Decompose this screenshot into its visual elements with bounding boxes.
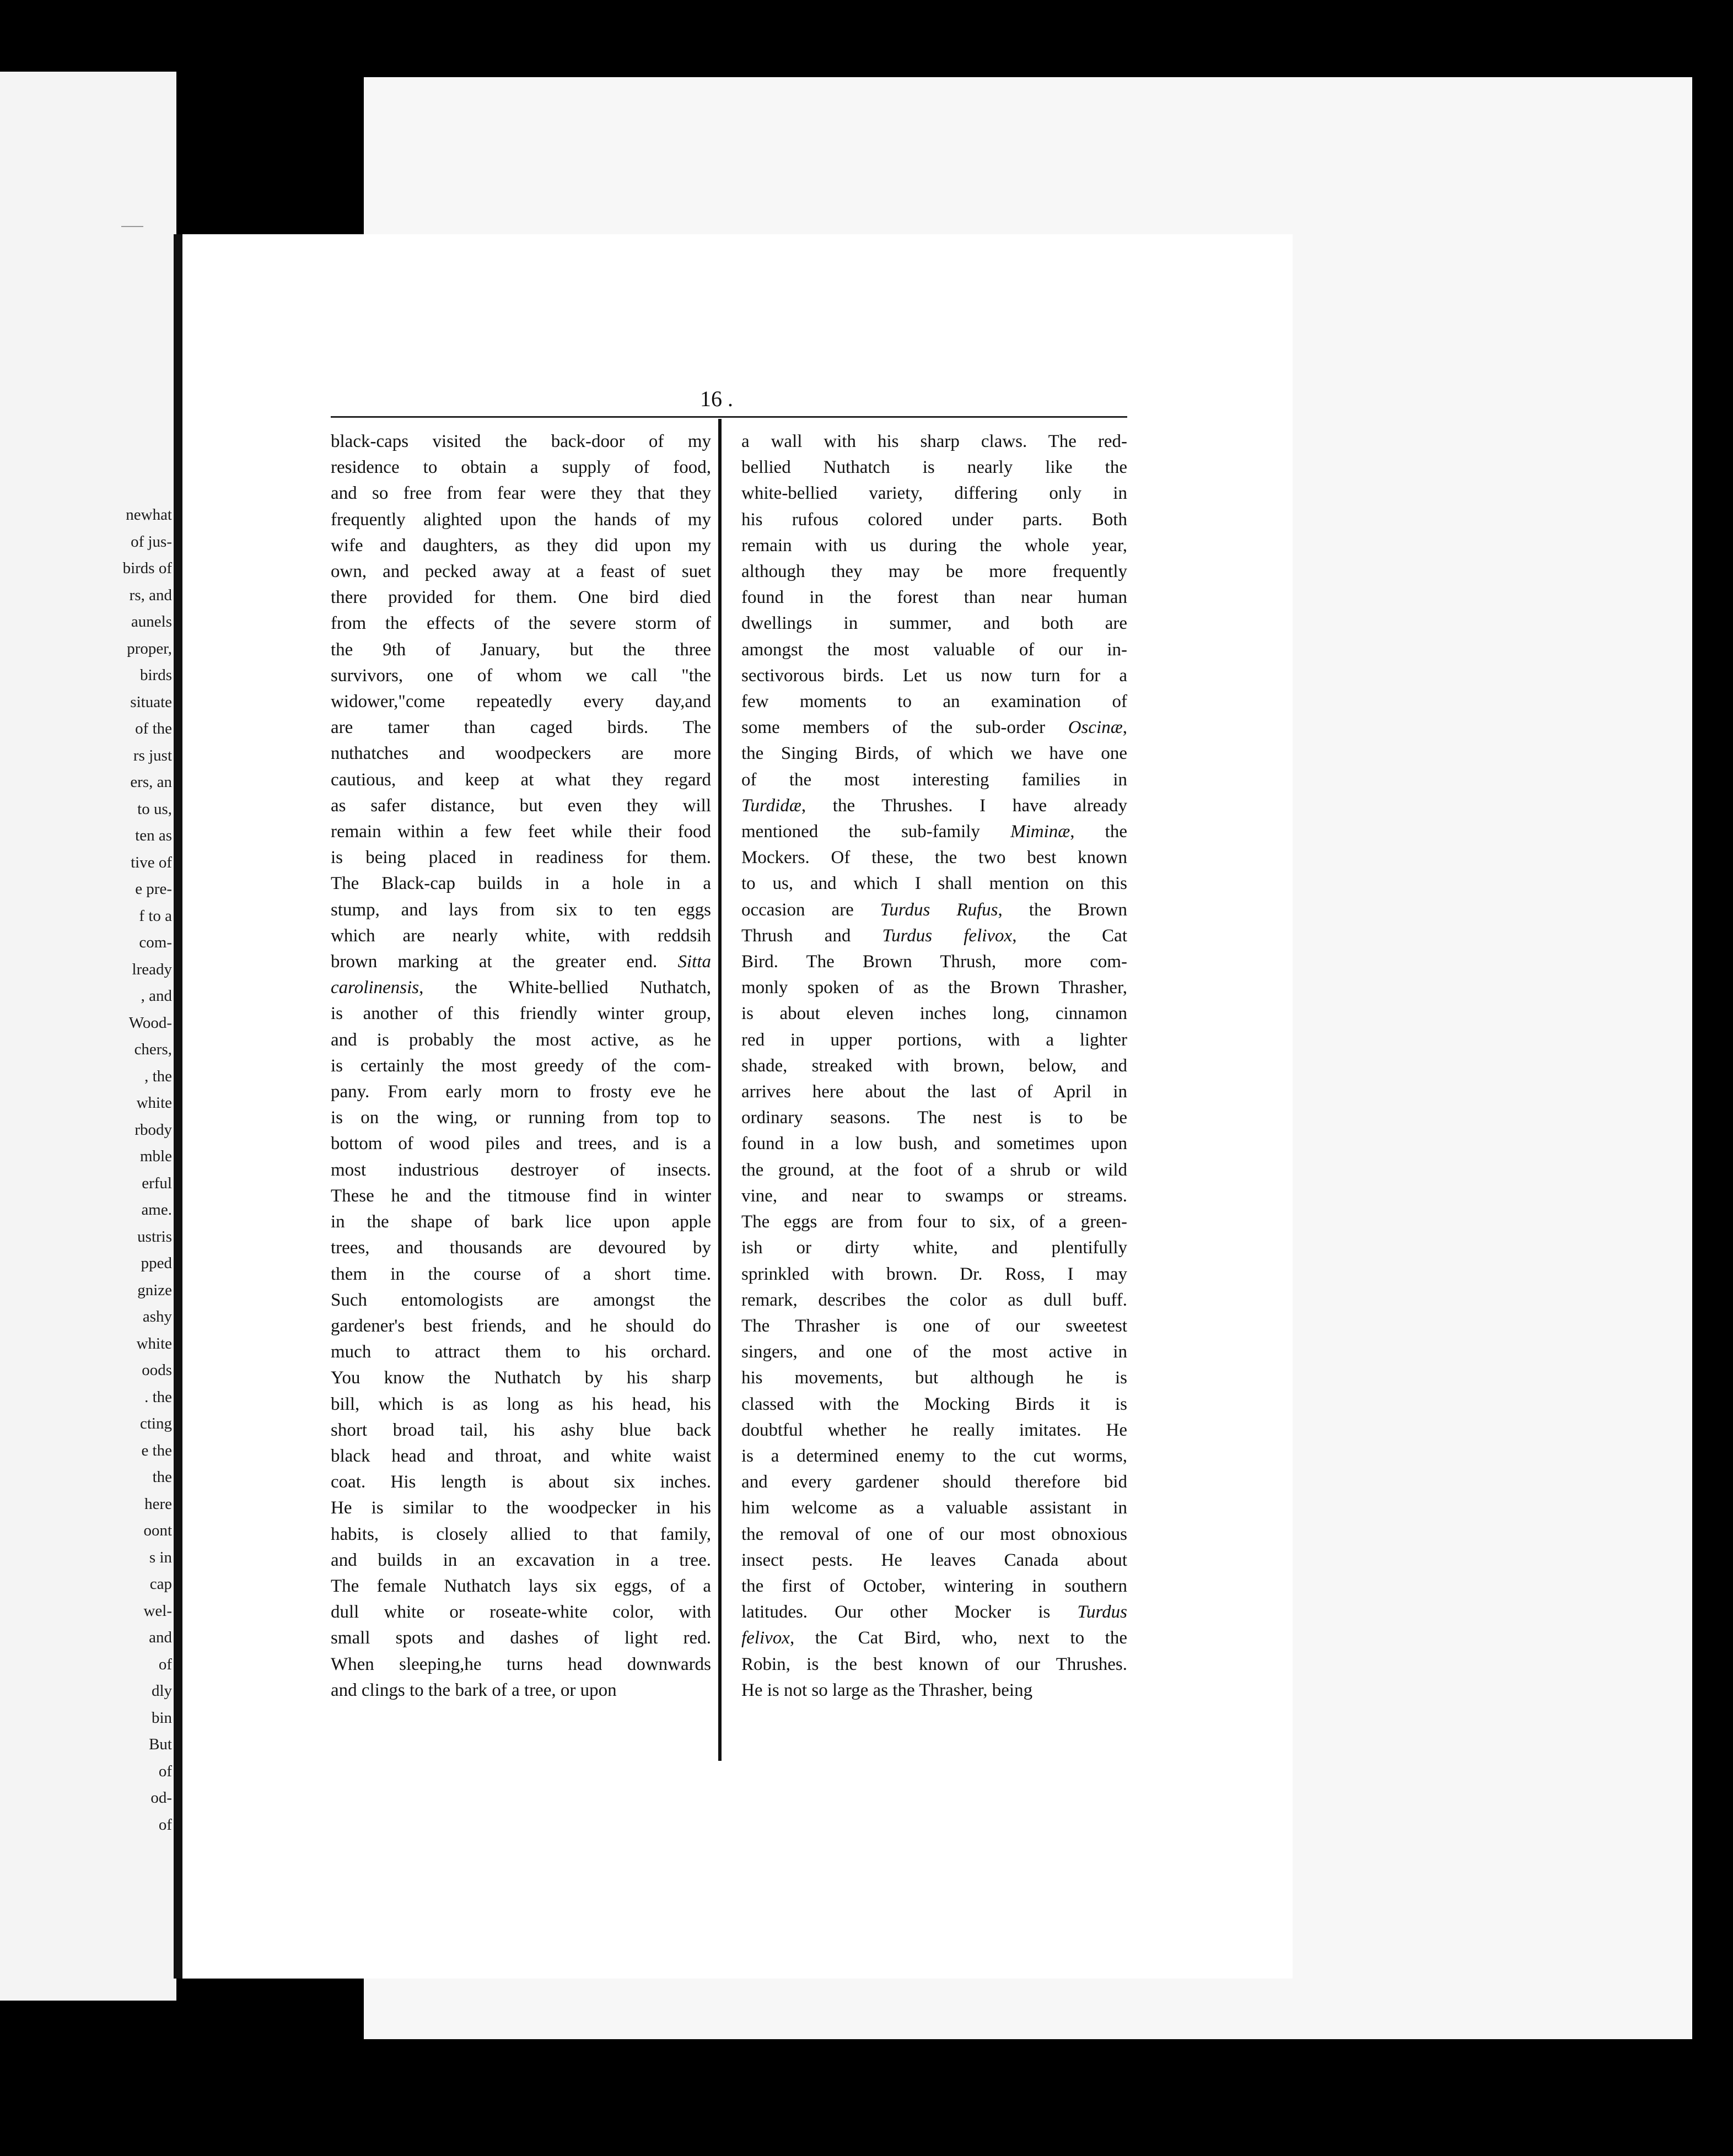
text-line: habits, is closely allied to that family,: [331, 1524, 711, 1544]
text-line: the ground, at the foot of a shrub or wild: [741, 1160, 1127, 1180]
fragment-line: ashy: [142, 1308, 172, 1325]
fragment-line: wel-: [143, 1602, 172, 1620]
text-line: The eggs are from four to six, of a green-: [741, 1212, 1127, 1232]
text-line: Such entomologists are amongst the: [331, 1290, 711, 1310]
fragment-line: white: [136, 1094, 172, 1112]
fragment-line: erful: [142, 1174, 172, 1192]
fragment-line: and: [149, 1629, 172, 1646]
left-page-text-fragments: [0, 502, 172, 1838]
fragment-line: od-: [150, 1789, 172, 1807]
text-line: which are nearly white, with reddsih: [331, 925, 711, 946]
text-line: is being placed in readiness for them.: [331, 848, 711, 868]
fragment-line: birds: [140, 666, 172, 684]
text-line: occasion are Turdus Rufus, the Brown: [741, 899, 1127, 920]
text-line: own, and pecked away at a feast of suet: [331, 562, 711, 582]
fragment-line: dly: [151, 1682, 172, 1700]
fragment-line: ustris: [137, 1227, 172, 1246]
text-line: the first of October, wintering in southern: [741, 1576, 1127, 1596]
page-number: 16 .: [700, 386, 733, 411]
text-line: most industrious destroyer of insects.: [331, 1160, 711, 1180]
text-line: remain within a few feet while their food: [331, 822, 711, 842]
fragment-line: aunels: [131, 613, 172, 630]
text-line: nuthatches and woodpeckers are more: [331, 743, 711, 764]
text-line: insect pests. He leaves Canada about: [741, 1550, 1127, 1570]
text-line: monly spoken of as the Brown Thrasher,: [741, 978, 1127, 998]
fragment-line: oods: [142, 1361, 172, 1379]
text-line: wife and daughters, as they did upon my: [331, 535, 711, 556]
fragment-line: ame.: [141, 1201, 172, 1219]
text-line: remain with us during the whole year,: [741, 535, 1127, 556]
fragment-line: oont: [143, 1522, 172, 1539]
text-line: He is not so large as the Thrasher, being: [741, 1680, 1033, 1700]
text-line: dwellings in summer, and both are: [741, 613, 1127, 634]
text-line: him welcome as a valuable assistant in: [741, 1498, 1127, 1518]
fragment-line: But: [149, 1735, 172, 1753]
text-line: ish or dirty white, and plentifully: [741, 1238, 1127, 1258]
text-line: The Black-cap builds in a hole in a: [331, 874, 711, 894]
text-line: cautious, and keep at what they regard: [331, 769, 711, 790]
text-line: few moments to an examination of: [741, 692, 1127, 712]
text-line: bottom of wood piles and trees, and is a: [331, 1134, 711, 1154]
text-line: remark, describes the color as dull buff.: [741, 1290, 1127, 1310]
fragment-line: . the: [144, 1388, 172, 1406]
fragment-line: cting: [140, 1415, 172, 1432]
text-line: Thrush and Turdus felivox, the Cat: [741, 925, 1127, 946]
fragment-line: tive of: [131, 853, 172, 871]
spine-mark: [121, 226, 143, 227]
text-line: is a determined enemy to the cut worms,: [741, 1446, 1127, 1466]
fragment-line: of the: [135, 720, 172, 737]
text-line: bill, which is as long as his head, his: [331, 1394, 711, 1414]
fragment-line: e the: [141, 1441, 172, 1459]
text-line: red in upper portions, with a lighter: [741, 1030, 1127, 1050]
text-line: bellied Nuthatch is nearly like the: [741, 457, 1127, 478]
text-line: You know the Nuthatch by his sharp: [331, 1368, 711, 1388]
text-line: sprinkled with brown. Dr. Ross, I may: [741, 1264, 1127, 1284]
fragment-line: , and: [141, 987, 172, 1005]
text-line: vine, and near to swamps or streams.: [741, 1185, 1127, 1206]
fragment-line: e pre-: [135, 880, 172, 898]
fragment-line: newhat: [126, 506, 172, 524]
text-line: gardener's best friends, and he should do: [331, 1316, 711, 1336]
fragment-line: ten as: [135, 827, 172, 844]
text-line: is certainly the most greedy of the com-: [331, 1055, 711, 1076]
fragment-line: s in: [149, 1548, 172, 1566]
fragment-line: chers,: [134, 1041, 172, 1058]
text-line: residence to obtain a supply of food,: [331, 457, 711, 478]
text-line: found in the forest than near human: [741, 587, 1127, 608]
fragment-line: com-: [139, 934, 172, 951]
fragment-line: ers, an: [130, 773, 172, 791]
text-line: felivox, the Cat Bird, who, next to the: [741, 1628, 1127, 1648]
fragment-line: to us,: [137, 800, 172, 818]
text-line: stump, and lays from six to ten eggs: [331, 899, 711, 920]
fragment-line: lready: [132, 960, 172, 978]
text-line: his movements, but although he is: [741, 1368, 1127, 1388]
fragment-line: situate: [130, 693, 172, 711]
text-line: Turdidæ, the Thrushes. I have already: [741, 795, 1127, 816]
text-line: classed with the Mocking Birds it is: [741, 1394, 1127, 1414]
text-line: is about eleven inches long, cinnamon: [741, 1004, 1127, 1024]
fragment-line: of: [158, 1762, 172, 1780]
text-line: the Singing Birds, of which we have one: [741, 743, 1127, 764]
text-line: small spots and dashes of light red.: [331, 1628, 711, 1648]
text-line: coat. His length is about six inches.: [331, 1472, 711, 1492]
text-line: of the most interesting families in: [741, 769, 1127, 790]
text-line: mentioned the sub-family Miminæ, the: [741, 822, 1127, 842]
fragment-line: rs just: [133, 746, 172, 764]
text-line: Bird. The Brown Thrush, more com-: [741, 952, 1127, 972]
text-line: is another of this friendly winter group,: [331, 1004, 711, 1024]
text-line: from the effects of the severe storm of: [331, 613, 711, 634]
text-line: short broad tail, his ashy blue back: [331, 1420, 711, 1440]
fragment-line: Wood-: [128, 1014, 172, 1032]
fragment-line: rbody: [134, 1120, 172, 1139]
text-line: the removal of one of our most obnoxious: [741, 1524, 1127, 1544]
text-line: in the shape of bark lice upon apple: [331, 1212, 711, 1232]
text-line: and every gardener should therefore bid: [741, 1472, 1127, 1492]
text-column-right: [741, 429, 1127, 1704]
text-line: latitudes. Our other Mocker is Turdus: [741, 1602, 1127, 1623]
fragment-line: proper,: [127, 639, 172, 657]
text-line: arrives here about the last of April in: [741, 1082, 1127, 1102]
text-line: ordinary seasons. The nest is to be: [741, 1108, 1127, 1128]
text-line: his rufous colored under parts. Both: [741, 509, 1127, 530]
text-line: are tamer than caged birds. The: [331, 718, 711, 738]
text-line: amongst the most valuable of our in-: [741, 639, 1127, 660]
fragment-line: rs, and: [129, 586, 172, 604]
text-line: He is similar to the woodpecker in his: [331, 1498, 711, 1518]
binding-line: [174, 234, 182, 1979]
text-line: is on the wing, or running from top to: [331, 1108, 711, 1128]
fragment-line: white: [136, 1334, 172, 1352]
text-line: white-bellied variety, differing only in: [741, 483, 1127, 504]
text-line: singers, and one of the most active in: [741, 1342, 1127, 1362]
fragment-line: bin: [151, 1708, 172, 1727]
text-line: and builds in an excavation in a tree.: [331, 1550, 711, 1570]
fragment-line: birds of: [122, 559, 172, 577]
text-line: trees, and thousands are devoured by: [331, 1238, 711, 1258]
fragment-line: here: [144, 1495, 172, 1513]
text-line: shade, streaked with brown, below, and: [741, 1055, 1127, 1076]
text-line: These he and the titmouse find in winter: [331, 1185, 711, 1206]
text-line: black-caps visited the back-door of my: [331, 432, 711, 451]
text-line: as safer distance, but even they will: [331, 795, 711, 816]
text-line: Mockers. Of these, the two best known: [741, 848, 1127, 868]
text-line: black head and throat, and white waist: [331, 1446, 711, 1466]
text-line: doubtful whether he really imitates. He: [741, 1420, 1127, 1440]
fragment-line: of: [158, 1655, 172, 1673]
fragment-line: the: [152, 1468, 172, 1486]
text-line: pany. From early morn to frosty eve he: [331, 1082, 711, 1102]
fragment-line: mble: [140, 1147, 172, 1165]
text-line: to us, and which I shall mention on this: [741, 874, 1127, 894]
text-line: When sleeping,he turns head downwards: [331, 1654, 711, 1674]
text-line: frequently alighted upon the hands of my: [331, 509, 711, 530]
text-line: and is probably the most active, as he: [331, 1030, 711, 1050]
fragment-line: of jus-: [131, 532, 172, 551]
text-line: there provided for them. One bird died: [331, 587, 711, 608]
fragment-line: of: [158, 1815, 172, 1834]
text-line: the 9th of January, but the three: [331, 639, 711, 660]
text-column-left: [331, 429, 711, 1704]
text-line: although they may be more frequently: [741, 562, 1127, 582]
text-line: The Thrasher is one of our sweetest: [741, 1316, 1127, 1336]
text-line: found in a low bush, and sometimes upon: [741, 1134, 1127, 1154]
fragment-line: gnize: [137, 1281, 172, 1299]
text-line: brown marking at the greater end. Sitta: [331, 952, 711, 972]
text-line: and so free from fear were they that they: [331, 483, 711, 504]
text-line: dull white or roseate-white color, with: [331, 1602, 711, 1623]
fragment-line: f to a: [139, 907, 172, 925]
text-line: survivors, one of whom we call "the: [331, 665, 711, 686]
text-line: them in the course of a short time.: [331, 1264, 711, 1284]
text-line: carolinensis, the White-bellied Nuthatch,: [331, 978, 711, 998]
text-line: much to attract them to his orchard.: [331, 1342, 711, 1362]
header-rule: [331, 416, 1127, 418]
fragment-line: pped: [141, 1254, 172, 1272]
fragment-line: cap: [149, 1575, 172, 1593]
text-line: Robin, is the best known of our Thrushes.: [741, 1654, 1127, 1674]
text-line: widower,"come repeatedly every day,and: [331, 692, 711, 712]
text-line: sectivorous birds. Let us now turn for a: [741, 665, 1127, 686]
text-line: some members of the sub-order Oscinæ,: [741, 718, 1127, 738]
column-divider: [718, 419, 722, 1761]
text-line: and clings to the bark of a tree, or upon: [331, 1680, 617, 1700]
text-line: a wall with his sharp claws. The red-: [741, 432, 1127, 451]
text-line: The female Nuthatch lays six eggs, of a: [331, 1576, 711, 1596]
fragment-line: , the: [144, 1067, 172, 1085]
